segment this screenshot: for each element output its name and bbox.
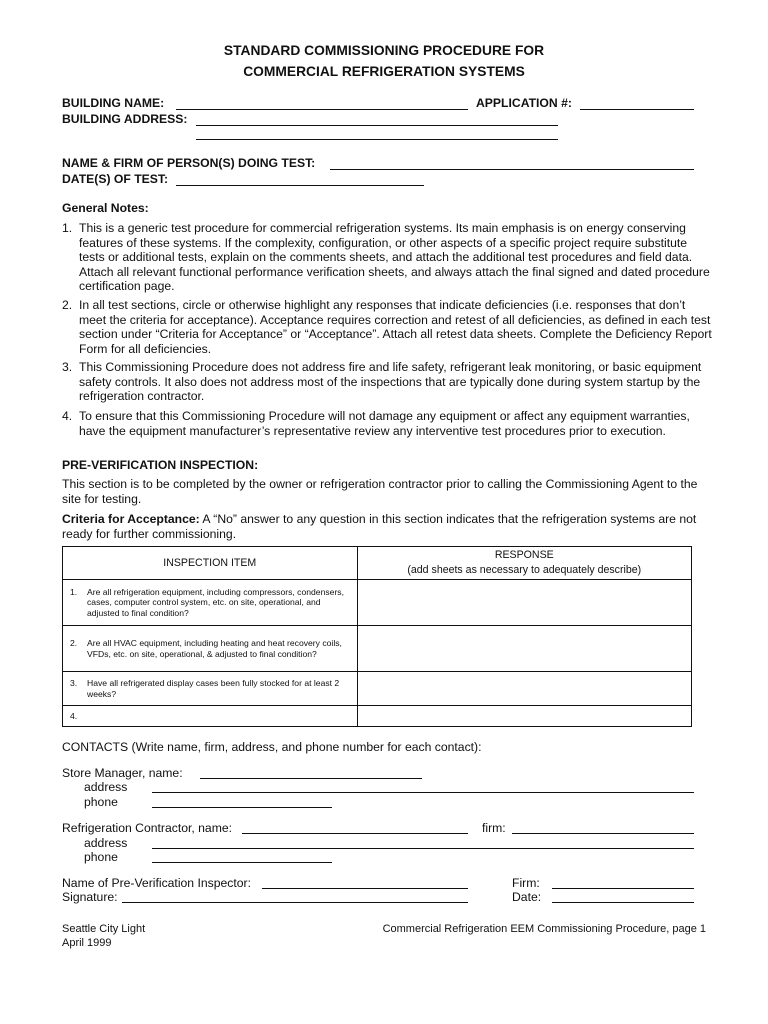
criteria-for-acceptance bbox=[62, 512, 710, 541]
document-title-line2: COMMERCIAL REFRIGERATION SYSTEMS bbox=[243, 64, 525, 79]
response-cell[interactable] bbox=[357, 672, 691, 706]
criteria-text: A “No” answer to any question in this section indicates that the refrigeration systems are not ready for further commissioning. bbox=[62, 512, 697, 541]
note-number: 1. bbox=[62, 221, 73, 235]
refrigeration-contractor-name-field[interactable] bbox=[242, 833, 468, 834]
contractor-address-label: address bbox=[84, 836, 128, 850]
date-label: Date: bbox=[512, 890, 542, 904]
pre-verification-heading: PRE-VERIFICATION INSPECTION: bbox=[62, 458, 259, 472]
inspection-item-cell bbox=[63, 580, 358, 626]
inspection-item-cell[interactable] bbox=[63, 706, 358, 727]
criteria-label: Criteria for Acceptance: bbox=[62, 512, 200, 526]
response-cell[interactable] bbox=[357, 626, 691, 672]
general-notes-heading: General Notes: bbox=[62, 201, 149, 215]
building-address-field-2[interactable] bbox=[196, 139, 558, 140]
date-of-test-label: DATE(S) OF TEST: bbox=[62, 172, 169, 186]
item-text: Are all refrigeration equipment, including compressors, condensers, cases, computer control system, etc. on site, operational, and adjusted to final condition? bbox=[87, 586, 344, 618]
building-name-field[interactable] bbox=[176, 109, 468, 110]
signature-field[interactable] bbox=[122, 902, 468, 903]
response-header bbox=[357, 547, 691, 580]
date-of-test-field[interactable] bbox=[176, 185, 424, 186]
store-manager-phone-field[interactable] bbox=[152, 807, 332, 808]
name-firm-field[interactable] bbox=[330, 169, 694, 170]
item-text: Have all refrigerated display cases been fully stocked for at least 2 weeks? bbox=[87, 678, 340, 699]
note-number: 3. bbox=[62, 360, 73, 374]
store-manager-phone-label: phone bbox=[84, 795, 118, 809]
contractor-firm-field[interactable] bbox=[512, 833, 694, 834]
store-manager-address-field[interactable] bbox=[152, 792, 694, 793]
footer-page-label: Commercial Refrigeration EEM Commissioning Procedure, page 1 bbox=[382, 923, 706, 935]
store-manager-address-label: address bbox=[84, 780, 128, 794]
inspector-name-label: Name of Pre-Verification Inspector: bbox=[62, 876, 251, 890]
pre-verification-intro: This section is to be completed by the owner or refrigeration contractor prior to calling the Commissioning Agent to the site for testing. bbox=[62, 477, 698, 506]
response-header-note: (add sheets as necessary to adequately describe) bbox=[407, 564, 642, 576]
inspection-item-header: INSPECTION ITEM bbox=[63, 547, 358, 580]
item-number: 1. bbox=[70, 586, 78, 597]
store-manager-label: Store Manager, name: bbox=[62, 766, 183, 780]
item-text bbox=[87, 711, 353, 721]
signature-label: Signature: bbox=[62, 890, 118, 904]
inspector-firm-label: Firm: bbox=[512, 876, 540, 890]
response-header-title: RESPONSE bbox=[494, 549, 554, 561]
building-name-label: BUILDING NAME: bbox=[62, 96, 165, 110]
footer-org: Seattle City Light bbox=[62, 923, 146, 935]
document-title-line1: STANDARD COMMISSIONING PROCEDURE FOR bbox=[223, 43, 545, 58]
inspection-table bbox=[62, 546, 692, 727]
inspection-item-cell bbox=[63, 672, 358, 706]
table-row bbox=[63, 672, 692, 706]
table-row bbox=[63, 626, 692, 672]
inspector-firm-field[interactable] bbox=[552, 888, 694, 889]
application-number-label: APPLICATION #: bbox=[476, 96, 572, 110]
item-text: Are all HVAC equipment, including heating and heat recovery coils, VFDs, etc. on site, operational, & adjusted to final condition? bbox=[87, 638, 342, 659]
footer-date: April 1999 bbox=[62, 937, 112, 949]
item-number: 2. bbox=[70, 638, 78, 649]
general-note-3 bbox=[62, 360, 710, 404]
item-number: 3. bbox=[70, 678, 78, 689]
general-note-4 bbox=[62, 409, 710, 453]
note-text: This is a generic test procedure for commercial refrigeration systems. Its main emphasis is on energy conserving features of these systems. If the complexity, configuration, or other aspects of a specific project require substitute tests or additional tests, explain on the comments sheets, and attach the additional test procedures and field data. Attach all relevant functional performance verification sheets, and always attach the final signed and dated procedure certification page. bbox=[79, 221, 710, 294]
name-firm-label: NAME & FIRM OF PERSON(S) DOING TEST: bbox=[62, 156, 316, 170]
contractor-firm-label: firm: bbox=[482, 821, 506, 835]
building-address-label: BUILDING ADDRESS: bbox=[62, 112, 188, 126]
application-number-field[interactable] bbox=[580, 109, 694, 110]
table-header-row bbox=[63, 547, 692, 580]
note-text: In all test sections, circle or otherwise highlight any responses that indicate deficiencies (i.e. responses that don’t meet the criteria for acceptance). Acceptance requires correction and retest of all deficiencies, as defined in each test section under “Criteria for Acceptance” or “Acceptance”. Attach all retest data sheets. Complete the Deficiency Report Form for all deficiencies. bbox=[79, 298, 712, 356]
store-manager-name-field[interactable] bbox=[200, 778, 422, 779]
response-cell[interactable] bbox=[357, 580, 691, 626]
note-text: To ensure that this Commissioning Procedure will not damage any equipment or affect any equipment warranties, have the equipment manufacturer’s representative review any interventive test procedures prior to execution. bbox=[79, 409, 690, 438]
item-number: 4. bbox=[70, 710, 78, 721]
note-text: This Commissioning Procedure does not address fire and life safety, refrigerant leak monitoring, or basic equipment safety controls. It also does not address most of the inspections that are typically done during system startup by the refrigeration contractor. bbox=[79, 360, 702, 404]
table-row bbox=[63, 580, 692, 626]
general-note-1 bbox=[62, 221, 710, 293]
date-field[interactable] bbox=[552, 902, 694, 903]
building-address-field-1[interactable] bbox=[196, 125, 558, 126]
general-note-2 bbox=[62, 298, 710, 356]
contacts-heading: CONTACTS (Write name, firm, address, and phone number for each contact): bbox=[62, 740, 482, 754]
note-number: 4. bbox=[62, 409, 73, 423]
table-row bbox=[63, 706, 692, 727]
refrigeration-contractor-label: Refrigeration Contractor, name: bbox=[62, 821, 233, 835]
note-number: 2. bbox=[62, 298, 73, 312]
contractor-address-field[interactable] bbox=[152, 848, 694, 849]
inspector-name-field[interactable] bbox=[262, 888, 468, 889]
contractor-phone-label: phone bbox=[84, 850, 118, 864]
inspection-item-cell bbox=[63, 626, 358, 672]
response-cell[interactable] bbox=[357, 706, 691, 727]
contractor-phone-field[interactable] bbox=[152, 862, 332, 863]
